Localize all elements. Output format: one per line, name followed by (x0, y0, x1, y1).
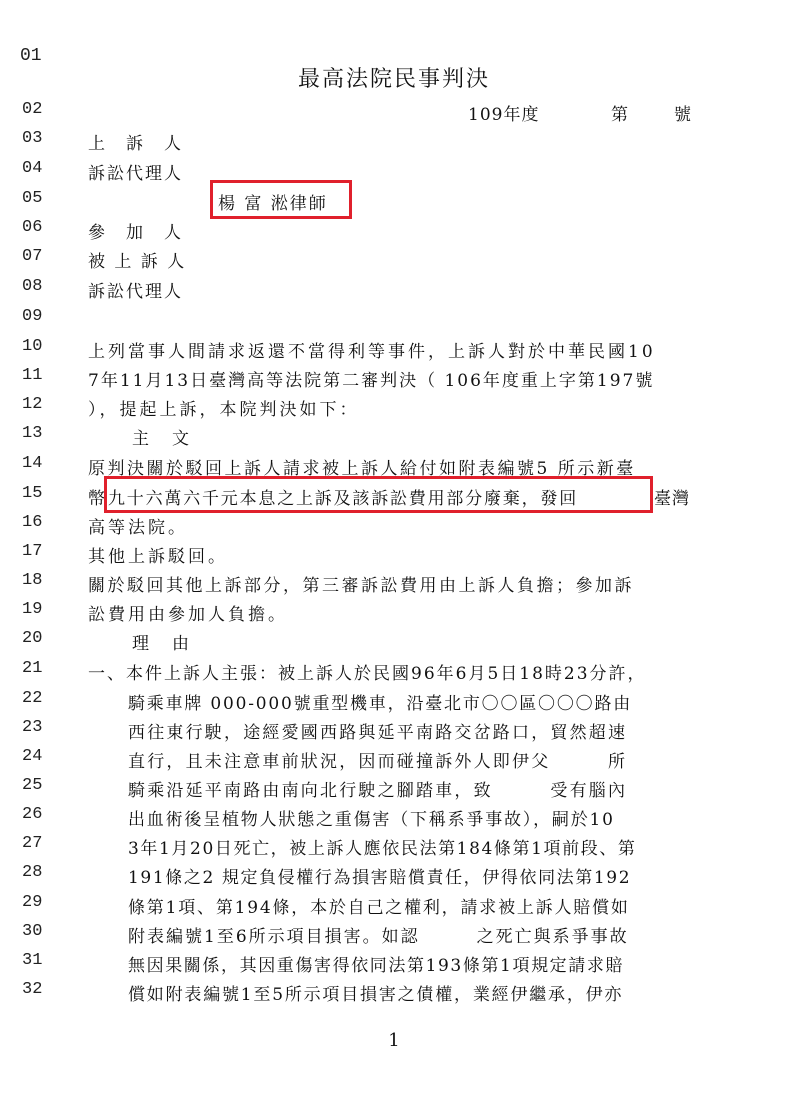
line-number: 10 (22, 337, 43, 356)
line-number: 32 (22, 980, 43, 999)
party-intervenor: 參 加 人 (88, 223, 183, 243)
line-number: 02 (22, 100, 43, 119)
line-number: 15 (22, 484, 43, 503)
body-line-11: 7年11月13日臺灣高等法院第二審判決（ 106年度重上字第197號 (88, 371, 655, 391)
body-line-32: 償如附表編號1至5所示項目損害之債權，業經伊繼承，伊亦 (128, 985, 624, 1005)
body-line-24: 直行，且未注意車前狀況，因而碰撞訴外人即伊父 所 (128, 752, 628, 772)
line-number: 19 (22, 600, 43, 619)
page-title: 最高法院民事判決 (297, 67, 490, 92)
body-line-25: 騎乘沿延平南路由南向北行駛之腳踏車，致 受有腦內 (128, 781, 628, 801)
line-number: 20 (22, 629, 43, 648)
line-number: 14 (22, 454, 43, 473)
line-number: 03 (22, 129, 43, 148)
line-number: 18 (22, 571, 43, 590)
line-number: 25 (22, 776, 43, 795)
line-number: 12 (22, 395, 43, 414)
body-line-12: ），提起上訴，本院判決如下： (88, 400, 360, 420)
body-line-26: 出血術後呈植物人狀態之重傷害（下稱系爭事故），嗣於10 (128, 810, 615, 830)
body-line-22: 騎乘車牌 000-000號重型機車，沿臺北市〇〇區〇〇〇路由 (128, 694, 633, 714)
body-line-23: 西往東行駛，途經愛國西路與延平南路交岔路口，貿然超速 (128, 723, 628, 743)
body-line-16: 高等法院。 (88, 518, 188, 538)
body-line-10: 上列當事人間請求返還不當得利等事件，上訴人對於中華民國10 (88, 342, 656, 362)
party-appellant: 上 訴 人 (88, 134, 183, 154)
body-line-30: 附表編號1至6所示項目損害。如認 之死亡與系爭事故 (128, 927, 629, 947)
case-di: 第 (611, 105, 631, 125)
line-number: 07 (22, 247, 43, 266)
body-line-17: 其他上訴駁回。 (88, 547, 228, 567)
line-number: 21 (22, 659, 43, 678)
line-number: 06 (22, 218, 43, 237)
heading-zhuwen: 主 文 (132, 429, 192, 449)
party-lawyer: 楊 富 淞律師 (218, 194, 328, 214)
line-number: 31 (22, 951, 43, 970)
line-number: 24 (22, 747, 43, 766)
body-line-15c: 臺灣 (654, 489, 690, 509)
case-hao: 號 (674, 105, 694, 125)
body-line-19: 訟費用由參加人負擔。 (88, 605, 288, 625)
line-number: 01 (20, 46, 42, 66)
line-number: 09 (22, 307, 43, 326)
body-line-27: 3年1月20日死亡，被上訴人應依民法第184條第1項前段、第 (128, 839, 637, 859)
line-number: 17 (22, 542, 43, 561)
line-number: 26 (22, 805, 43, 824)
body-line-15b: 九十六萬六千元本息之上訴及該訴訟費用部分廢棄，發回 (108, 489, 578, 509)
party-appellee-agent: 訴訟代理人 (88, 282, 183, 302)
page-number: 1 (388, 1030, 400, 1051)
party-appellant-agent: 訴訟代理人 (88, 164, 183, 184)
line-number: 04 (22, 159, 43, 178)
case-year: 109年度 (468, 105, 540, 125)
heading-liyou: 理 由 (132, 634, 192, 654)
party-appellee: 被 上 訴 人 (88, 252, 187, 272)
line-number: 27 (22, 834, 43, 853)
line-number: 30 (22, 922, 43, 941)
line-number: 13 (22, 424, 43, 443)
body-line-15a: 幣 (88, 489, 108, 509)
body-line-31: 無因果關係，其因重傷害得依同法第193條第1項規定請求賠 (128, 956, 625, 976)
body-line-21: 一、本件上訴人主張：被上訴人於民國96年6月5日18時23分許， (88, 664, 647, 684)
line-number: 16 (22, 513, 43, 532)
line-number: 29 (22, 893, 43, 912)
line-number: 05 (22, 189, 43, 208)
line-number: 22 (22, 689, 43, 708)
body-line-29: 條第1項、第194條，本於自己之權利，請求被上訴人賠償如 (128, 898, 630, 918)
line-number: 11 (22, 366, 43, 385)
body-line-28: 191條之2 規定負侵權行為損害賠償責任，伊得依同法第192 (128, 868, 632, 888)
body-line-18: 關於駁回其他上訴部分，第三審訴訟費用由上訴人負擔；參加訴 (88, 576, 634, 596)
line-number: 23 (22, 718, 43, 737)
line-number: 08 (22, 277, 43, 296)
body-line-14: 原判決關於駁回上訴人請求被上訴人給付如附表編號5 所示新臺 (88, 459, 636, 479)
line-number: 28 (22, 863, 43, 882)
